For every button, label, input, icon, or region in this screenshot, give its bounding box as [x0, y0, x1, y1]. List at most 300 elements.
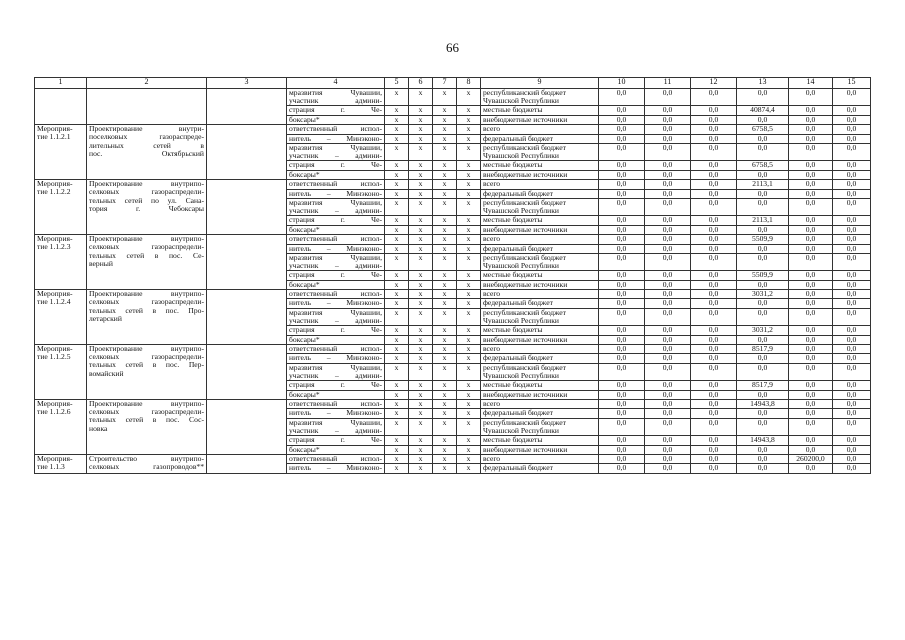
column-header: 12: [691, 78, 737, 89]
value-cell: 0,0: [599, 280, 645, 289]
value-cell: 0,0: [833, 134, 871, 143]
value-cell: 0,0: [833, 326, 871, 335]
responsible-cell: ответственный испол-: [287, 400, 385, 409]
value-cell: 0,0: [599, 271, 645, 280]
x-mark-cell: x: [433, 409, 457, 418]
value-cell: 0,0: [599, 381, 645, 390]
responsible-cell: ответственный испол-: [287, 235, 385, 244]
value-cell: 0,0: [833, 381, 871, 390]
source-cell: всего: [481, 345, 599, 354]
x-mark-cell: x: [385, 89, 409, 106]
value-cell: 0,0: [599, 436, 645, 445]
source-cell: федеральный бюджет: [481, 244, 599, 253]
measure-id-cell: Мероприя- тие 1.1.2.5: [35, 345, 87, 400]
column-header: 3: [207, 78, 287, 89]
value-cell: 14943,8: [737, 400, 789, 409]
x-mark-cell: x: [457, 180, 481, 189]
x-mark-cell: x: [457, 170, 481, 179]
measure-id-cell: Мероприя- тие 1.1.2.2: [35, 180, 87, 235]
value-cell: 0,0: [789, 170, 833, 179]
x-mark-cell: x: [409, 161, 433, 170]
measure-row: [35, 455, 871, 464]
measure-row: [35, 290, 871, 299]
x-mark-cell: x: [385, 409, 409, 418]
value-cell: 0,0: [691, 299, 737, 308]
responsible-cell: боксары*: [287, 225, 385, 234]
column-header: 7: [433, 78, 457, 89]
x-mark-cell: x: [385, 400, 409, 409]
value-cell: 0,0: [789, 390, 833, 399]
responsible-cell: ответственный испол-: [287, 180, 385, 189]
x-mark-cell: x: [409, 134, 433, 143]
value-cell: 0,0: [691, 308, 737, 325]
value-cell: 0,0: [645, 445, 691, 454]
value-cell: 0,0: [789, 143, 833, 160]
x-mark-cell: x: [433, 170, 457, 179]
value-cell: 0,0: [691, 445, 737, 454]
x-mark-cell: x: [409, 409, 433, 418]
x-mark-cell: x: [385, 308, 409, 325]
value-cell: 0,0: [645, 106, 691, 115]
value-cell: 0,0: [691, 290, 737, 299]
x-mark-cell: x: [433, 354, 457, 363]
value-cell: 0,0: [599, 89, 645, 106]
value-cell: 0,0: [789, 189, 833, 198]
source-cell: внебюджетные источники: [481, 335, 599, 344]
x-mark-cell: x: [457, 345, 481, 354]
value-cell: 0,0: [645, 125, 691, 134]
responsible-cell: боксары*: [287, 115, 385, 124]
column-header: 9: [481, 78, 599, 89]
x-mark-cell: x: [433, 134, 457, 143]
value-cell: 0,0: [789, 400, 833, 409]
x-mark-cell: x: [409, 235, 433, 244]
value-cell: 0,0: [691, 455, 737, 464]
x-mark-cell: x: [433, 125, 457, 134]
x-mark-cell: x: [457, 308, 481, 325]
column-header: 14: [789, 78, 833, 89]
value-cell: 0,0: [789, 464, 833, 473]
value-cell: 0,0: [833, 235, 871, 244]
x-mark-cell: x: [409, 216, 433, 225]
x-mark-cell: x: [385, 115, 409, 124]
measure-name-cell: Проектирование внутрипо- селковых газораспредели- тельных сетей в пос. Се- верный: [87, 235, 207, 290]
x-mark-cell: x: [433, 106, 457, 115]
x-mark-cell: x: [385, 363, 409, 380]
value-cell: 0,0: [789, 198, 833, 215]
value-cell: 0,0: [599, 180, 645, 189]
column-3-cell: [207, 89, 287, 125]
x-mark-cell: x: [457, 390, 481, 399]
column-header: 15: [833, 78, 871, 89]
measure-name-cell: Проектирование внутрипо- селковых газораспредели- тельных сетей в пос. Про- летарский: [87, 290, 207, 345]
x-mark-cell: x: [433, 189, 457, 198]
value-cell: 0,0: [833, 299, 871, 308]
x-mark-cell: x: [385, 464, 409, 473]
column-header: 4: [287, 78, 385, 89]
column-3-cell: [207, 455, 287, 474]
value-cell: 0,0: [645, 409, 691, 418]
responsible-cell: ответственный испол-: [287, 345, 385, 354]
value-cell: 0,0: [789, 271, 833, 280]
budget-table: [34, 77, 871, 474]
value-cell: 0,0: [599, 244, 645, 253]
value-cell: 0,0: [789, 308, 833, 325]
value-cell: 0,0: [645, 308, 691, 325]
x-mark-cell: x: [457, 455, 481, 464]
x-mark-cell: x: [409, 436, 433, 445]
column-3-cell: [207, 345, 287, 400]
x-mark-cell: x: [457, 290, 481, 299]
x-mark-cell: x: [433, 271, 457, 280]
source-cell: федеральный бюджет: [481, 299, 599, 308]
value-cell: 260200,0: [789, 455, 833, 464]
value-cell: 0,0: [737, 409, 789, 418]
value-cell: 0,0: [645, 244, 691, 253]
source-cell: внебюджетные источники: [481, 390, 599, 399]
value-cell: 0,0: [789, 89, 833, 106]
x-mark-cell: x: [457, 125, 481, 134]
x-mark-cell: x: [457, 363, 481, 380]
x-mark-cell: x: [433, 390, 457, 399]
x-mark-cell: x: [409, 335, 433, 344]
responsible-cell: страция г. Че-: [287, 106, 385, 115]
value-cell: 0,0: [789, 418, 833, 435]
value-cell: 0,0: [645, 189, 691, 198]
value-cell: 0,0: [691, 271, 737, 280]
source-cell: федеральный бюджет: [481, 354, 599, 363]
x-mark-cell: x: [457, 225, 481, 234]
value-cell: 0,0: [645, 455, 691, 464]
value-cell: 0,0: [833, 143, 871, 160]
responsible-cell: мразвития Чувашии, участник – админи-: [287, 418, 385, 435]
value-cell: 0,0: [789, 436, 833, 445]
value-cell: 0,0: [833, 363, 871, 380]
value-cell: 0,0: [691, 335, 737, 344]
value-cell: 0,0: [599, 253, 645, 270]
x-mark-cell: x: [409, 400, 433, 409]
x-mark-cell: x: [457, 280, 481, 289]
value-cell: 3031,2: [737, 326, 789, 335]
x-mark-cell: x: [409, 381, 433, 390]
x-mark-cell: x: [457, 354, 481, 363]
measure-id-cell: Мероприя- тие 1.1.2.4: [35, 290, 87, 345]
x-mark-cell: x: [385, 280, 409, 289]
value-cell: 0,0: [691, 106, 737, 115]
value-cell: 0,0: [833, 89, 871, 106]
x-mark-cell: x: [385, 161, 409, 170]
responsible-cell: мразвития Чувашии, участник – админи-: [287, 308, 385, 325]
continuation-row: [35, 89, 871, 106]
responsible-cell: страция г. Че-: [287, 216, 385, 225]
responsible-cell: нитель – Минэконо-: [287, 189, 385, 198]
column-3-cell: [207, 180, 287, 235]
responsible-cell: нитель – Минэконо-: [287, 244, 385, 253]
x-mark-cell: x: [457, 115, 481, 124]
responsible-cell: нитель – Минэконо-: [287, 354, 385, 363]
x-mark-cell: x: [433, 418, 457, 435]
value-cell: 0,0: [789, 180, 833, 189]
value-cell: 0,0: [789, 115, 833, 124]
value-cell: 0,0: [599, 455, 645, 464]
value-cell: 0,0: [691, 436, 737, 445]
source-cell: всего: [481, 455, 599, 464]
x-mark-cell: x: [457, 400, 481, 409]
value-cell: 0,0: [599, 143, 645, 160]
value-cell: 0,0: [833, 198, 871, 215]
value-cell: 0,0: [691, 143, 737, 160]
value-cell: 0,0: [789, 290, 833, 299]
value-cell: 0,0: [599, 400, 645, 409]
value-cell: 0,0: [789, 381, 833, 390]
column-3-cell: [207, 235, 287, 290]
x-mark-cell: x: [433, 335, 457, 344]
value-cell: 6758,5: [737, 161, 789, 170]
x-mark-cell: x: [433, 161, 457, 170]
responsible-cell: ответственный испол-: [287, 290, 385, 299]
x-mark-cell: x: [385, 180, 409, 189]
value-cell: 0,0: [599, 216, 645, 225]
x-mark-cell: x: [385, 299, 409, 308]
responsible-cell: ответственный испол-: [287, 125, 385, 134]
x-mark-cell: x: [433, 216, 457, 225]
value-cell: 0,0: [645, 418, 691, 435]
x-mark-cell: x: [457, 418, 481, 435]
value-cell: 0,0: [833, 308, 871, 325]
x-mark-cell: x: [457, 326, 481, 335]
value-cell: 0,0: [833, 390, 871, 399]
value-cell: 0,0: [737, 244, 789, 253]
x-mark-cell: x: [409, 143, 433, 160]
responsible-cell: нитель – Минэконо-: [287, 134, 385, 143]
value-cell: 0,0: [833, 455, 871, 464]
value-cell: 0,0: [737, 464, 789, 473]
x-mark-cell: x: [409, 198, 433, 215]
value-cell: 0,0: [599, 464, 645, 473]
x-mark-cell: x: [385, 106, 409, 115]
value-cell: 0,0: [691, 125, 737, 134]
value-cell: 0,0: [599, 198, 645, 215]
responsible-cell: боксары*: [287, 445, 385, 454]
value-cell: 0,0: [833, 345, 871, 354]
value-cell: 0,0: [789, 134, 833, 143]
value-cell: 0,0: [737, 363, 789, 380]
column-header: 8: [457, 78, 481, 89]
x-mark-cell: x: [409, 189, 433, 198]
value-cell: 0,0: [691, 89, 737, 106]
responsible-cell: страция г. Че-: [287, 381, 385, 390]
x-mark-cell: x: [409, 89, 433, 106]
source-cell: федеральный бюджет: [481, 189, 599, 198]
value-cell: 0,0: [691, 216, 737, 225]
x-mark-cell: x: [409, 464, 433, 473]
value-cell: 0,0: [789, 125, 833, 134]
x-mark-cell: x: [409, 326, 433, 335]
x-mark-cell: x: [457, 464, 481, 473]
x-mark-cell: x: [457, 235, 481, 244]
x-mark-cell: x: [433, 89, 457, 106]
column-3-cell: [207, 290, 287, 345]
x-mark-cell: x: [409, 363, 433, 380]
value-cell: 0,0: [737, 335, 789, 344]
value-cell: 0,0: [737, 418, 789, 435]
x-mark-cell: x: [457, 106, 481, 115]
source-cell: местные бюджеты: [481, 436, 599, 445]
value-cell: 0,0: [691, 409, 737, 418]
value-cell: 0,0: [737, 253, 789, 270]
source-cell: всего: [481, 180, 599, 189]
value-cell: 0,0: [737, 455, 789, 464]
responsible-cell: боксары*: [287, 170, 385, 179]
x-mark-cell: x: [457, 134, 481, 143]
measure-name-cell: Проектирование внутрипо- селковых газораспредели- тельных сетей в пос. Пер- вомайский: [87, 345, 207, 400]
x-mark-cell: x: [433, 464, 457, 473]
x-mark-cell: x: [409, 170, 433, 179]
value-cell: 0,0: [599, 225, 645, 234]
x-mark-cell: x: [457, 335, 481, 344]
x-mark-cell: x: [385, 455, 409, 464]
x-mark-cell: x: [409, 354, 433, 363]
x-mark-cell: x: [385, 445, 409, 454]
source-cell: всего: [481, 290, 599, 299]
source-cell: местные бюджеты: [481, 326, 599, 335]
x-mark-cell: x: [409, 225, 433, 234]
x-mark-cell: x: [409, 445, 433, 454]
x-mark-cell: x: [385, 345, 409, 354]
x-mark-cell: x: [385, 143, 409, 160]
measure-name-cell: Проектирование внутрипо- селковых газораспредели- тельных сетей по ул. Сана- тория г. Чебоксары: [87, 180, 207, 235]
value-cell: 0,0: [789, 363, 833, 380]
value-cell: 0,0: [599, 106, 645, 115]
value-cell: 0,0: [645, 271, 691, 280]
value-cell: 0,0: [691, 189, 737, 198]
x-mark-cell: x: [385, 290, 409, 299]
value-cell: 0,0: [645, 134, 691, 143]
value-cell: 0,0: [789, 445, 833, 454]
value-cell: 0,0: [691, 134, 737, 143]
x-mark-cell: x: [433, 180, 457, 189]
value-cell: 5509,9: [737, 271, 789, 280]
x-mark-cell: x: [433, 225, 457, 234]
source-cell: местные бюджеты: [481, 381, 599, 390]
source-cell: республиканский бюджет Чувашской Республики: [481, 89, 599, 106]
value-cell: 14943,8: [737, 436, 789, 445]
value-cell: 0,0: [645, 253, 691, 270]
x-mark-cell: x: [433, 308, 457, 325]
x-mark-cell: x: [385, 235, 409, 244]
value-cell: 0,0: [737, 225, 789, 234]
x-mark-cell: x: [433, 299, 457, 308]
responsible-cell: боксары*: [287, 390, 385, 399]
value-cell: 0,0: [737, 354, 789, 363]
value-cell: 0,0: [789, 253, 833, 270]
x-mark-cell: x: [385, 170, 409, 179]
value-cell: 0,0: [691, 161, 737, 170]
x-mark-cell: x: [385, 244, 409, 253]
value-cell: 0,0: [691, 345, 737, 354]
value-cell: 0,0: [737, 134, 789, 143]
value-cell: 0,0: [789, 216, 833, 225]
x-mark-cell: x: [433, 326, 457, 335]
source-cell: местные бюджеты: [481, 271, 599, 280]
value-cell: 0,0: [833, 280, 871, 289]
value-cell: 0,0: [645, 381, 691, 390]
value-cell: 0,0: [599, 125, 645, 134]
value-cell: 0,0: [737, 445, 789, 454]
value-cell: 0,0: [789, 326, 833, 335]
source-cell: внебюджетные источники: [481, 445, 599, 454]
x-mark-cell: x: [409, 271, 433, 280]
value-cell: 0,0: [645, 180, 691, 189]
source-cell: всего: [481, 400, 599, 409]
x-mark-cell: x: [433, 115, 457, 124]
column-header: 6: [409, 78, 433, 89]
value-cell: 0,0: [691, 170, 737, 179]
value-cell: 0,0: [645, 170, 691, 179]
source-cell: местные бюджеты: [481, 161, 599, 170]
x-mark-cell: x: [433, 253, 457, 270]
x-mark-cell: x: [457, 216, 481, 225]
responsible-cell: мразвития Чувашии, участник – админи-: [287, 143, 385, 160]
source-cell: внебюджетные источники: [481, 225, 599, 234]
source-cell: республиканский бюджет Чувашской Республики: [481, 418, 599, 435]
responsible-cell: мразвития Чувашии, участник – админи-: [287, 253, 385, 270]
value-cell: 0,0: [645, 345, 691, 354]
value-cell: 0,0: [645, 216, 691, 225]
source-cell: местные бюджеты: [481, 216, 599, 225]
value-cell: 0,0: [789, 280, 833, 289]
value-cell: 0,0: [737, 143, 789, 160]
value-cell: 0,0: [691, 400, 737, 409]
page-number: 66: [446, 40, 459, 55]
measure-id-cell: [35, 89, 87, 125]
responsible-cell: страция г. Че-: [287, 271, 385, 280]
x-mark-cell: x: [385, 354, 409, 363]
value-cell: 0,0: [737, 115, 789, 124]
source-cell: всего: [481, 235, 599, 244]
value-cell: 0,0: [789, 244, 833, 253]
value-cell: 0,0: [691, 280, 737, 289]
value-cell: 0,0: [833, 418, 871, 435]
x-mark-cell: x: [409, 180, 433, 189]
value-cell: 0,0: [691, 235, 737, 244]
value-cell: 0,0: [599, 354, 645, 363]
value-cell: 0,0: [833, 115, 871, 124]
value-cell: 0,0: [833, 409, 871, 418]
value-cell: 0,0: [645, 161, 691, 170]
value-cell: 0,0: [645, 225, 691, 234]
source-cell: федеральный бюджет: [481, 134, 599, 143]
x-mark-cell: x: [457, 436, 481, 445]
responsible-cell: мразвития Чувашии, участник админи-: [287, 89, 385, 106]
value-cell: 0,0: [691, 381, 737, 390]
measure-id-cell: Мероприя- тие 1.1.2.6: [35, 400, 87, 455]
value-cell: 3031,2: [737, 290, 789, 299]
value-cell: 0,0: [599, 345, 645, 354]
value-cell: 0,0: [833, 400, 871, 409]
x-mark-cell: x: [457, 161, 481, 170]
value-cell: 0,0: [789, 354, 833, 363]
value-cell: 0,0: [645, 326, 691, 335]
x-mark-cell: x: [433, 436, 457, 445]
x-mark-cell: x: [385, 225, 409, 234]
responsible-cell: мразвития Чувашии, участник – админи-: [287, 363, 385, 380]
value-cell: 0,0: [599, 326, 645, 335]
x-mark-cell: x: [409, 455, 433, 464]
value-cell: 0,0: [833, 290, 871, 299]
x-mark-cell: x: [457, 89, 481, 106]
value-cell: 0,0: [645, 143, 691, 160]
